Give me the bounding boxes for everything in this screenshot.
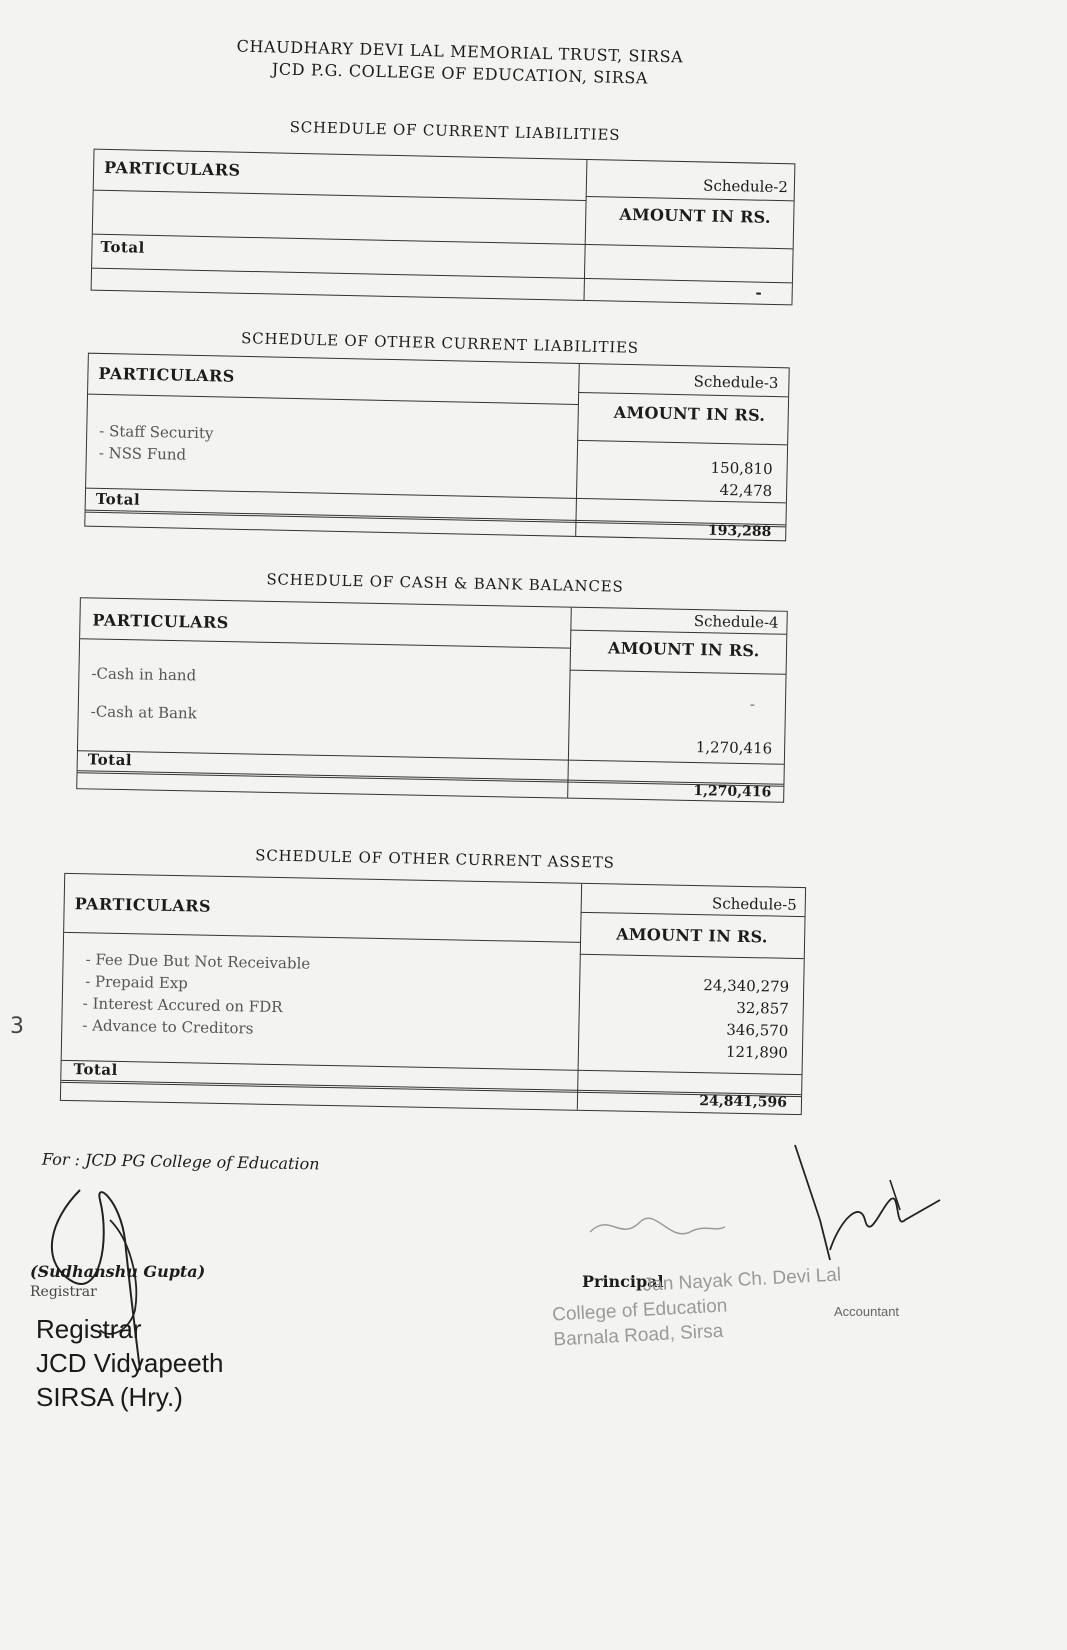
schedule-5-total-label: Total: [73, 1060, 118, 1079]
schedule-3-item-staff-security: - Staff Security: [99, 421, 214, 443]
schedule-5-amount-fee-due: 24,340,279: [703, 976, 790, 996]
principal-label: Principal: [582, 1272, 664, 1291]
schedule-3-title: SCHEDULE OF OTHER CURRENT LIABILITIES: [240, 329, 640, 357]
schedule-4-number: Schedule-4: [693, 612, 779, 632]
registrar-stamp-line-3: SIRSA (Hry.): [36, 1382, 183, 1412]
schedule-4-amount-header: AMOUNT IN RS.: [607, 638, 760, 661]
schedule-2-total-label: Total: [100, 237, 145, 257]
schedule-5-particulars-header: PARTICULARS: [74, 894, 212, 916]
principal-signature-icon: [580, 1202, 730, 1262]
college-name: JCD P.G. COLLEGE OF EDUCATION, SIRSA: [271, 59, 649, 88]
schedule-5-amount-interest-fdr: 346,570: [726, 1020, 789, 1040]
schedule-5-amount-advance-creditors: 121,890: [725, 1042, 789, 1062]
for-college-line: For : JCD PG College of Education: [41, 1149, 320, 1174]
schedule-5-item-interest-fdr: - Interest Accured on FDR: [82, 994, 283, 1017]
schedule-4-title: SCHEDULE OF CASH & BANK BALANCES: [266, 570, 624, 596]
schedule-4-particulars-header: PARTICULARS: [92, 610, 230, 633]
schedule-3-total-amount: 193,288: [707, 522, 772, 541]
principal-stamp-line-2: College of Education: [551, 1295, 728, 1326]
schedule-2-title: SCHEDULE OF CURRENT LIABILITIES: [289, 117, 621, 145]
schedule-5-title: SCHEDULE OF OTHER CURRENT ASSETS: [255, 846, 615, 872]
schedule-2-total-amount: -: [755, 283, 762, 302]
schedule-3-amount-header: AMOUNT IN RS.: [613, 402, 766, 425]
schedule-5-amount-prepaid-exp: 32,857: [736, 998, 789, 1018]
schedule-5-item-fee-due: - Fee Due But Not Receivable: [85, 950, 311, 973]
schedule-3-amount-staff-security: 150,810: [710, 458, 773, 479]
schedule-2-number: Schedule-2: [702, 176, 789, 197]
registrar-title: Registrar: [30, 1284, 97, 1300]
schedule-2-table: [91, 149, 796, 306]
schedule-5-total-amount: 24,841,596: [699, 1093, 788, 1111]
schedule-5-item-advance-creditors: - Advance to Creditors: [82, 1016, 254, 1038]
margin-note: 3: [10, 1014, 24, 1039]
schedule-3-table: [84, 353, 789, 542]
registrar-stamp-line-1: Registrar: [36, 1314, 142, 1344]
schedule-4-item-cash-in-hand: -Cash in hand: [91, 664, 197, 685]
schedule-4-total-amount: 1,270,416: [693, 783, 772, 801]
schedule-4-table: [76, 597, 788, 803]
registrar-stamp: [36, 1312, 223, 1414]
schedule-3-number: Schedule-3: [693, 372, 779, 393]
principal-stamp-line-1: Jan Nayak Ch. Devi Lal: [642, 1264, 842, 1296]
registrar-name: (Sudhanshu Gupta): [30, 1262, 206, 1281]
accountant-signature-icon: [790, 1140, 950, 1280]
schedule-4-item-cash-at-bank: -Cash at Bank: [90, 702, 197, 723]
schedule-2-amount-header: AMOUNT IN RS.: [619, 204, 772, 227]
schedule-3-amount-nss-fund: 42,478: [719, 480, 773, 501]
schedule-3-particulars-header: PARTICULARS: [98, 363, 236, 386]
registrar-stamp-line-2: JCD Vidyapeeth: [36, 1348, 224, 1378]
principal-stamp-line-3: Barnala Road, Sirsa: [552, 1320, 724, 1351]
schedule-4-amount-cash-in-hand: -: [749, 695, 756, 714]
trust-name: CHAUDHARY DEVI LAL MEMORIAL TRUST, SIRSA: [236, 36, 684, 67]
schedule-3-total-label: Total: [95, 489, 141, 509]
schedule-5-item-prepaid-exp: - Prepaid Exp: [85, 972, 189, 993]
schedule-5-number: Schedule-5: [711, 894, 797, 914]
schedule-5-amount-header: AMOUNT IN RS.: [616, 924, 768, 947]
schedule-5-table: [60, 873, 806, 1115]
schedule-2-particulars-header: PARTICULARS: [103, 157, 241, 180]
schedule-3-item-nss-fund: - NSS Fund: [98, 443, 187, 464]
schedule-4-total-label: Total: [87, 750, 133, 770]
schedule-4-amount-cash-at-bank: 1,270,416: [695, 738, 773, 758]
accountant-label: Accountant: [834, 1304, 900, 1319]
